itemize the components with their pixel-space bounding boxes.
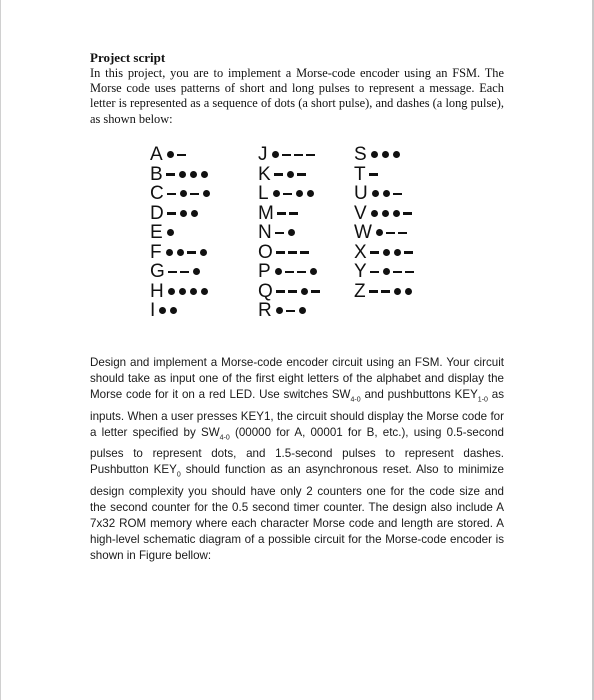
morse-letter: Z (354, 280, 366, 302)
morse-row (258, 301, 322, 321)
dot-symbol (273, 190, 280, 197)
dash-symbol (393, 271, 402, 274)
morse-row (150, 145, 212, 165)
dot-symbol (394, 288, 401, 295)
morse-letter: G (150, 261, 165, 282)
dot-symbol (167, 151, 174, 158)
dash-symbol (393, 193, 402, 196)
dot-symbol (383, 249, 390, 256)
morse-code (270, 151, 317, 158)
morse-letter: C (150, 183, 164, 204)
morse-row (354, 262, 416, 282)
morse-letter: U (354, 183, 368, 204)
dot-symbol (275, 268, 282, 275)
morse-row (354, 223, 416, 243)
dot-symbol (191, 210, 198, 217)
morse-letter: X (354, 241, 367, 263)
morse-row (150, 262, 212, 282)
morse-code (273, 171, 308, 178)
morse-row (258, 262, 322, 282)
dot-symbol (394, 249, 401, 256)
dash-symbol (297, 173, 306, 176)
dot-symbol (179, 288, 186, 295)
dash-symbol (288, 251, 297, 254)
document-title: Project script (90, 50, 166, 65)
morse-row (258, 165, 322, 185)
dash-symbol (386, 232, 395, 235)
morse-column (258, 145, 322, 321)
dot-symbol (159, 307, 166, 314)
morse-row (354, 204, 416, 224)
morse-code (369, 249, 415, 256)
dot-symbol (393, 210, 400, 217)
dot-symbol (167, 229, 174, 236)
dash-symbol (177, 154, 186, 157)
morse-letter: O (258, 241, 273, 263)
morse-code (165, 171, 210, 178)
morse-letter: B (150, 163, 163, 185)
dot-symbol (190, 171, 197, 178)
morse-letter: V (354, 202, 367, 224)
morse-code (167, 268, 202, 275)
morse-letter: N (258, 222, 272, 243)
morse-code (166, 288, 210, 295)
morse-row (354, 145, 416, 165)
morse-row (354, 165, 416, 185)
morse-row (150, 282, 212, 302)
subscript: 4-0 (219, 434, 230, 441)
dash-symbol (190, 193, 199, 196)
morse-row (354, 243, 416, 263)
dot-symbol (179, 171, 186, 178)
morse-letter: K (258, 163, 271, 185)
dash-symbol (187, 251, 196, 254)
dot-symbol (382, 151, 389, 158)
morse-letter: L (258, 183, 269, 204)
dash-symbol (370, 271, 379, 274)
dot-symbol (376, 229, 383, 236)
morse-row (150, 165, 212, 185)
dash-symbol (398, 232, 407, 235)
morse-code (369, 210, 414, 217)
dot-symbol (307, 190, 314, 197)
dot-symbol (203, 190, 210, 197)
morse-row (258, 282, 322, 302)
assignment-paragraph (90, 355, 504, 564)
morse-code (274, 307, 308, 314)
page-edge (0, 0, 1, 700)
dash-symbol (276, 251, 285, 254)
morse-code (370, 190, 404, 197)
dot-symbol (296, 190, 303, 197)
morse-code (276, 212, 300, 215)
dot-symbol (201, 171, 208, 178)
morse-code (271, 190, 316, 197)
morse-code (166, 190, 212, 197)
morse-letter: I (150, 300, 156, 321)
dash-symbol (285, 271, 294, 274)
dash-symbol (180, 271, 189, 274)
dash-symbol (167, 212, 176, 215)
dot-symbol (166, 249, 173, 256)
dot-symbol (170, 307, 177, 314)
dash-symbol (277, 212, 286, 215)
dot-symbol (190, 288, 197, 295)
dot-symbol (177, 249, 184, 256)
morse-code (157, 307, 179, 314)
dash-symbol (286, 310, 295, 313)
morse-letter: T (354, 163, 366, 185)
dot-symbol (371, 210, 378, 217)
morse-row (354, 184, 416, 204)
morse-letter: M (258, 202, 274, 224)
morse-code (368, 288, 414, 295)
morse-row (150, 301, 212, 321)
dash-symbol (274, 173, 283, 176)
dash-symbol (168, 271, 177, 274)
morse-row (258, 145, 322, 165)
morse-row (258, 223, 322, 243)
morse-row (150, 243, 212, 263)
dot-symbol (180, 210, 187, 217)
morse-row (258, 243, 322, 263)
dot-symbol (301, 288, 308, 295)
subscript: 1-0 (477, 396, 488, 404)
dash-symbol (311, 290, 320, 293)
morse-column (150, 145, 212, 321)
dash-symbol (167, 193, 176, 196)
subscript: 4-0 (350, 396, 361, 404)
morse-row (150, 204, 212, 224)
morse-row (258, 184, 322, 204)
dot-symbol (288, 229, 295, 236)
morse-letter: R (258, 300, 272, 321)
morse-code (165, 229, 176, 236)
morse-code (368, 173, 380, 176)
morse-code (374, 229, 409, 236)
dot-symbol (405, 288, 412, 295)
dot-symbol (276, 307, 283, 314)
morse-code (274, 229, 297, 236)
morse-row (150, 223, 212, 243)
morse-letter: D (150, 202, 164, 224)
morse-letter: H (150, 280, 164, 302)
document-header (90, 50, 504, 127)
dot-symbol (180, 190, 187, 197)
dot-symbol (193, 268, 200, 275)
morse-row (150, 184, 212, 204)
intro-paragraph: In this project, you are to implement a Morse-code encoder using an FSM. The Morse code uses patterns of short and long pulses to represent a message. Each letter is represented as a sequence of dots (a short pulse), and dashes (a long pulse), as shown below: (90, 66, 504, 126)
dot-symbol (383, 190, 390, 197)
dot-symbol (372, 190, 379, 197)
morse-letter: E (150, 222, 163, 243)
morse-code (369, 268, 416, 275)
morse-code (275, 288, 322, 295)
dot-symbol (200, 249, 207, 256)
dot-symbol (272, 151, 279, 158)
morse-column (354, 145, 416, 301)
body-text: should function as an asynchronous reset. Also to minimize design complexity you should have only 2 counters one for the code size and the second counter for the 0.5 second timer counter. The design also include A 7x32 ROM memory where each character Morse code and length are stored. A high-level schematic diagram of a possible circuit for the Morse-code encoder is shown in Figure bellow: (90, 463, 504, 562)
dash-symbol (381, 290, 390, 293)
morse-letter: A (150, 144, 163, 165)
dash-symbol (289, 212, 298, 215)
dash-symbol (404, 251, 413, 254)
dot-symbol (168, 288, 175, 295)
morse-letter: P (258, 261, 271, 282)
dash-symbol (369, 173, 378, 176)
dot-symbol (287, 171, 294, 178)
morse-letter: Q (258, 280, 273, 302)
dash-symbol (369, 290, 378, 293)
dash-symbol (282, 154, 291, 157)
dash-symbol (276, 290, 285, 293)
dash-symbol (297, 271, 306, 274)
morse-code (275, 251, 311, 254)
dot-symbol (310, 268, 317, 275)
morse-letter: S (354, 144, 367, 165)
morse-letter: Y (354, 261, 367, 282)
dash-symbol (166, 173, 175, 176)
subscript: 0 (176, 471, 181, 479)
dot-symbol (201, 288, 208, 295)
morse-code (164, 249, 209, 256)
morse-code (273, 268, 319, 275)
dot-symbol (382, 210, 389, 217)
morse-row (258, 204, 322, 224)
body-text: as inputs. When a user presses KEY1, the circuit should display the Morse code for a letter specified by SW (90, 388, 504, 439)
dash-symbol (306, 154, 315, 157)
morse-code (166, 210, 200, 217)
dash-symbol (288, 290, 297, 293)
body-text: and pushbuttons KEY (360, 388, 478, 402)
dash-symbol (405, 271, 414, 274)
body-text: Design and implement a Morse-code encoder circuit using an FSM. Your circuit should take as input one of the first eight letters of the alphabet and display the Morse code for it on a red LED. Use switches SW (90, 356, 504, 402)
dot-symbol (299, 307, 306, 314)
dash-symbol (300, 251, 309, 254)
dash-symbol (283, 193, 292, 196)
body-text: (00000 for A, 00001 for B, etc.), using 0.5-second pulses to represent dots, and 1.5-second pulses to represent dashes. Pushbutton KEY (90, 425, 504, 477)
morse-row (354, 282, 416, 302)
morse-code (369, 151, 402, 158)
morse-letter: J (258, 144, 268, 165)
dash-symbol (403, 212, 412, 215)
dash-symbol (294, 154, 303, 157)
morse-code (165, 151, 188, 158)
dot-symbol (393, 151, 400, 158)
dash-symbol (370, 251, 379, 254)
dot-symbol (371, 151, 378, 158)
morse-letter: W (354, 222, 372, 243)
dot-symbol (383, 268, 390, 275)
morse-letter: F (150, 241, 162, 263)
dash-symbol (275, 232, 284, 235)
